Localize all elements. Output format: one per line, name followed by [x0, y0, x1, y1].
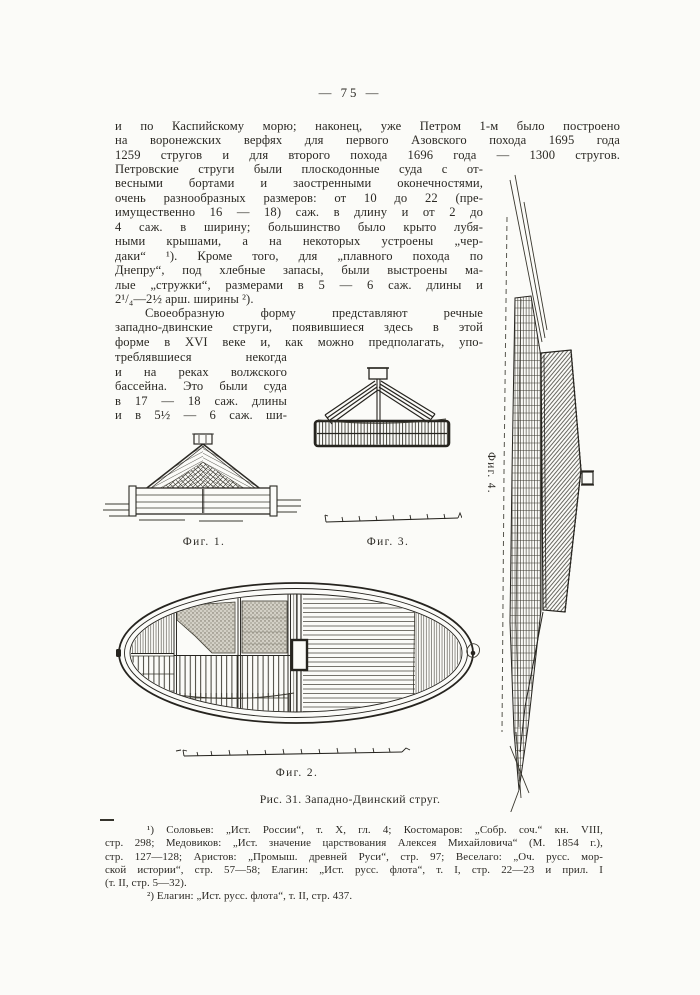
text-line: ными крышами, а на некоторых устроены „чер-: [115, 234, 483, 249]
text-line: треблявшиеся некогда: [115, 350, 287, 364]
figure1-label: Фиг. 1.: [182, 536, 226, 548]
text-line: лые „стружки“, размерами в 5 — 6 саж. длины и: [115, 277, 483, 292]
footnote-line: стр. 127—128; Аристов: „Промыш. древней Руси“, стр. 97; Веселаго: „Оч. русс. мор-: [105, 850, 603, 863]
text-line: очень разнообразных размеров: от 10 до 22 (пре-: [115, 190, 483, 205]
figure1-strug-end-view-drawing: [103, 432, 303, 532]
figure2-label: Фиг. 2.: [275, 767, 319, 779]
text-line: 1259 стругов и для второго похода 1696 года — 1300 стругов.: [115, 147, 620, 162]
text-line: бассейна. Это были суда: [115, 379, 287, 394]
footnote-line: (т. II, стр. 5—32).: [105, 877, 187, 890]
text-line: и в 5½ — 6 саж. ши-: [115, 408, 287, 423]
footnote-line: стр. 298; Медовиков: „Ист. значение царствования Алексея Михайловича“ (М. 1854 г.),: [105, 837, 603, 850]
paragraph-block-narrow: [115, 350, 287, 423]
page-number: — 75 —: [318, 86, 382, 100]
text-line: западно-двинские струги, появившиеся здесь в этой: [115, 320, 483, 335]
figure3-cross-section-drawing: [312, 356, 452, 451]
footnote-line: ²) Елагин: „Ист. русс. флота“, т. II, стр. 437.: [147, 890, 353, 903]
paragraph-block-1: [115, 119, 620, 162]
figure3-scale-bar: [322, 508, 462, 530]
footnote-line: ской истории“, стр. 57—58; Елагин: „Ист. русс. флота“, т. I, стр. 22—23 и прил. I: [105, 863, 603, 876]
text-line: на воронежских верфях для первого Азовского похода 1695 года: [115, 133, 620, 148]
text-line: и по Каспийскому морю; наконец, уже Петром 1-м было построено: [115, 119, 620, 133]
figure2-strug-plan-view-drawing: [116, 580, 476, 728]
text-line: в 17 — 18 саж. длины: [115, 393, 287, 408]
text-line: и на реках волжского: [115, 364, 287, 379]
paragraph-block-3: [115, 306, 483, 349]
text-line: Днепру“, под хлебные запасы, были выстроены ма-: [115, 263, 483, 278]
text-line: 4 саж. в ширину; большинство было крыто лубя-: [115, 219, 483, 234]
text-line: Петровские струги были плоскодонные суда с от-: [115, 162, 483, 176]
text-line: весными бортами и заостренными оконечностями,: [115, 176, 483, 191]
footnote-line: ¹) Соловьев: „Ист. России“, т. X, гл. 4; Костомаров: „Собр. соч.“ кн. VIII,: [147, 824, 603, 836]
figure2-scale-bar: [174, 742, 416, 762]
text-line: форме в XVI веке и, как можно предполагать, упо-: [115, 334, 483, 349]
text-line: 2¹/₄—2½ арш. ширины ²).: [115, 292, 254, 307]
footnote-separator: [100, 819, 114, 821]
text-line: имущественно 16 — 18) саж. в длину и от 2 до: [115, 205, 483, 220]
figure3-label: Фиг. 3.: [366, 536, 410, 548]
footnotes: [105, 824, 603, 904]
figure4-label: Фиг. 4.: [485, 452, 497, 494]
figure-caption: Рис. 31. Западно-Двинский струг.: [259, 792, 441, 806]
text-line: Своеобразную форму представляют речные: [145, 306, 483, 320]
text-line: даки“ ¹). Кроме того, для „плавного похода по: [115, 248, 483, 263]
paragraph-block-2: [115, 162, 483, 307]
